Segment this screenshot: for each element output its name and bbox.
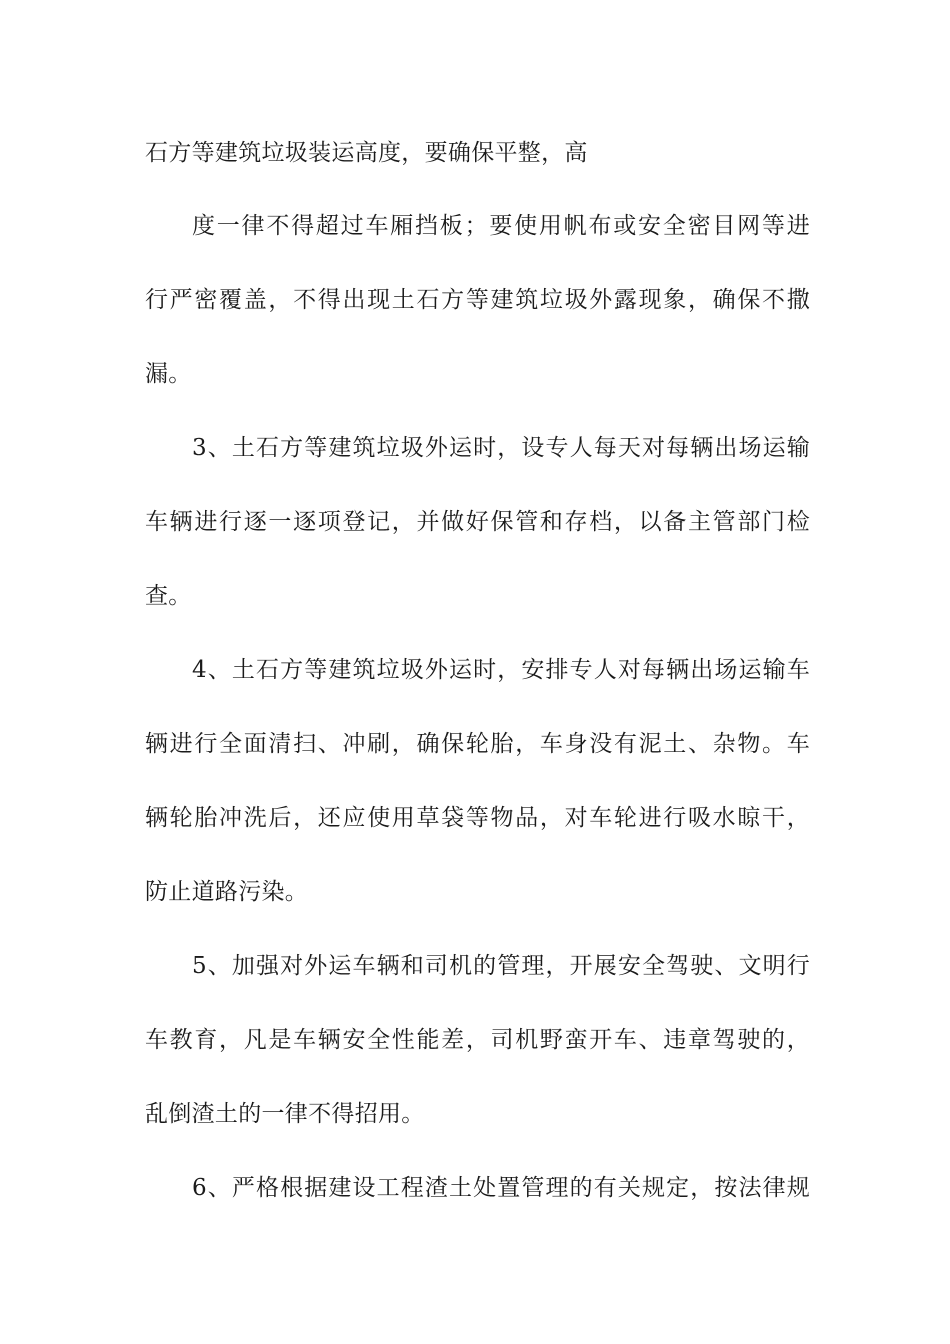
text-line: 行严密覆盖，不得出现土石方等建筑垃圾外露现象，确保不撒 (145, 287, 810, 313)
text-line: 防止道路污染。 (145, 879, 309, 905)
text-line: 车辆进行逐一逐项登记，并做好保管和存档，以备主管部门检 (145, 509, 810, 535)
text-line: 6、严格根据建设工程渣土处置管理的有关规定，按法律规 (192, 1175, 810, 1201)
text-line: 5、加强对外运车辆和司机的管理，开展安全驾驶、文明行 (192, 953, 810, 979)
text-line: 4、土石方等建筑垃圾外运时，安排专人对每辆出场运输车 (192, 657, 810, 683)
text-line: 乱倒渣土的一律不得招用。 (145, 1101, 425, 1127)
text-line: 石方等建筑垃圾装运高度，要确保平整，高 (145, 140, 588, 166)
text-line: 3、土石方等建筑垃圾外运时，设专人每天对每辆出场运输 (192, 435, 810, 461)
text-line: 度一律不得超过车厢挡板；要使用帆布或安全密目网等进 (192, 213, 810, 239)
text-line: 查。 (145, 583, 192, 609)
text-line: 漏。 (145, 361, 192, 387)
text-line: 辆进行全面清扫、冲刷，确保轮胎，车身没有泥土、杂物。车 (145, 731, 810, 757)
text-line: 辆轮胎冲洗后，还应使用草袋等物品，对车轮进行吸水晾干， (145, 805, 810, 831)
text-line: 车教育，凡是车辆安全性能差，司机野蛮开车、违章驾驶的， (145, 1027, 810, 1053)
